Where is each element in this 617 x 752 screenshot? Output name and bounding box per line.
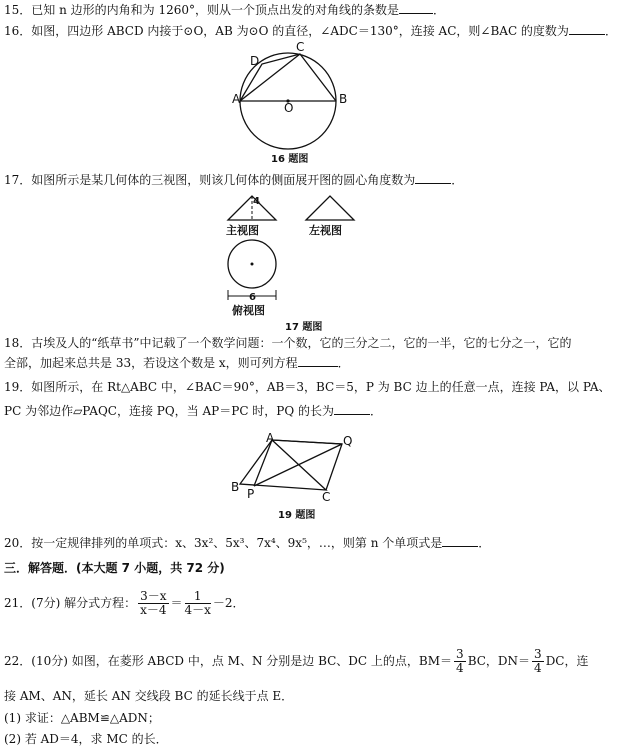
fraction-2-denominator: 4－x	[184, 603, 211, 617]
label-o: O	[284, 101, 294, 115]
question-22-prefix: 22．(10分) 如图，在菱形 ABCD 中，点 M、N 分别是边 BC、DC 上的点，BM＝	[4, 654, 453, 668]
question-18-text: 全部，加起来总共是 33，若设这个数是 x，则可列方程	[4, 356, 298, 370]
dn-denominator: 4	[534, 661, 542, 675]
figure-16-caption: 16 题图	[271, 154, 309, 165]
left-view-label: 左视图	[309, 224, 342, 237]
label-c: C	[322, 490, 331, 504]
question-20-end: ．	[478, 536, 491, 550]
triangle-abc	[240, 440, 326, 490]
segment-aq	[272, 440, 342, 444]
width-label: 6	[249, 292, 256, 303]
segment-pq	[254, 444, 342, 486]
fraction-1-denominator: x－4	[140, 603, 167, 617]
question-16-end: ．	[604, 24, 617, 38]
question-15-text: 15．已知 n 边形的内角和为 1260°，则从一个顶点出发的对角线的条数是	[4, 3, 399, 17]
front-view-label: 主视图	[226, 224, 259, 237]
fraction-1-numerator: 3－x	[140, 589, 167, 603]
question-19-end: ．	[370, 404, 383, 418]
question-21-prefix: 21．(7分) 解分式方程：	[4, 596, 137, 610]
question-15-end: ．	[432, 3, 445, 17]
question-20-text: 20．按一定规律排列的单项式：x、3x²、5x³、7x⁴、9x⁵，…，则第 n 个单项式是	[4, 536, 443, 550]
figure-17-caption: 17 题图	[285, 322, 323, 333]
chord-ac	[240, 54, 300, 101]
question-22-line2: 接 AM、AN，延长 AN 交线段 BC 的延长线于点 E．	[4, 689, 294, 703]
question-16-text: 16．如图，四边形 ABCD 内接于⊙O，AB 为⊙O 的直径，∠ADC＝130°，连接 AC，则∠BAC 的度数为	[4, 24, 569, 38]
question-17	[4, 172, 463, 188]
label-c: C	[296, 40, 305, 54]
question-16	[4, 23, 617, 39]
dn-tail: DC，连	[545, 654, 589, 668]
question-18-line2	[4, 355, 350, 371]
question-19-line1: 19．如图所示，在 Rt△ABC 中，∠BAC＝90°，AB＝3，BC＝5，P 为 BC 边上的任意一点，连接 PA，以 PA、	[4, 380, 611, 394]
answer-blank	[298, 366, 338, 367]
question-22-part-1: (1) 求证：△ABM≌△ADN；	[4, 711, 160, 725]
answer-blank	[442, 546, 478, 547]
bm-fraction	[454, 648, 466, 675]
question-22-line1	[4, 646, 589, 676]
question-18-end: ．	[337, 356, 350, 370]
question-20	[4, 535, 490, 551]
height-label: 4	[253, 196, 260, 207]
label-b: B	[231, 480, 240, 494]
left-view-triangle	[306, 196, 354, 220]
fraction-2	[185, 590, 211, 617]
figure-19-caption: 19 题图	[278, 510, 316, 521]
answer-blank	[399, 13, 433, 14]
dn-fraction	[532, 648, 544, 675]
question-22-part-2: (2) 若 AD＝4，求 MC 的长．	[4, 732, 168, 746]
question-18-line1: 18．古埃及人的“纸草书”中记载了一个数学问题：一个数，它的三分之二，它的一半，它的七分之一，它的	[4, 336, 572, 350]
figure-17-diagram	[222, 190, 362, 320]
top-view-center	[251, 263, 254, 266]
answer-blank	[334, 414, 370, 415]
top-view-label: 俯视图	[232, 304, 265, 317]
question-21-tail: －2．	[212, 596, 245, 610]
question-17-end: ．	[451, 173, 464, 187]
bm-denominator: 4	[456, 661, 464, 675]
label-b: B	[339, 92, 348, 106]
question-19-line2	[4, 403, 382, 419]
label-a: A	[232, 92, 241, 106]
fraction-1	[138, 590, 168, 617]
question-15	[4, 2, 445, 18]
fraction-2-numerator: 1	[185, 590, 211, 604]
answer-blank	[569, 34, 605, 35]
label-a: A	[266, 431, 275, 445]
bm-numerator: 3	[456, 647, 464, 661]
question-21	[4, 588, 245, 618]
answer-blank	[415, 183, 451, 184]
section-3-title: 三．解答题．(本大题 7 小题，共 72 分)	[4, 561, 225, 575]
equals-sign: ＝	[170, 596, 183, 610]
question-19-text: PC 为邻边作▱PAQC，连接 PQ，当 AP＝PC 时，PQ 的长为	[4, 404, 335, 418]
dn-numerator: 3	[534, 647, 542, 661]
label-p: P	[247, 487, 255, 501]
question-17-text: 17．如图所示是某几何体的三视图，则该几何体的侧面展开图的圆心角度数为	[4, 173, 416, 187]
bm-tail: BC，DN＝	[467, 654, 531, 668]
label-d: D	[250, 54, 260, 68]
label-q: Q	[343, 434, 353, 448]
